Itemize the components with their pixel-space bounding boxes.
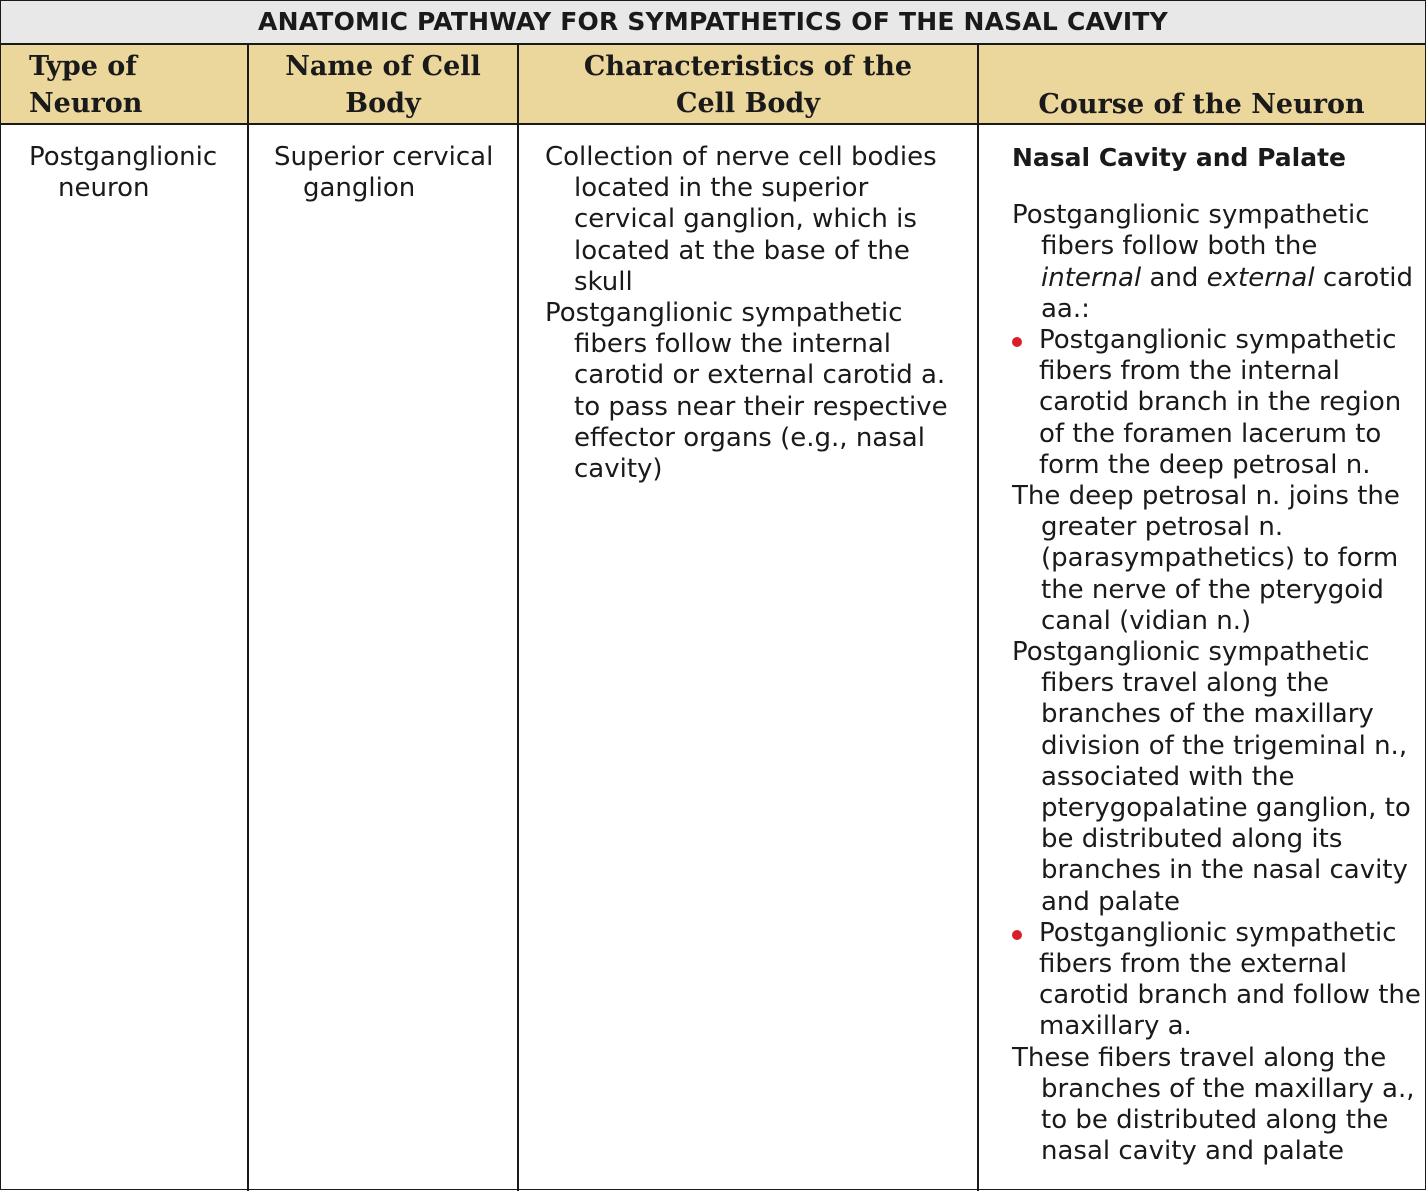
course-paragraph: These fibers travel along the branches of the maxillary a., to be distributed along the nasal cavity and palate [1012,1042,1415,1167]
header-characteristics-line1: Characteristics of the [583,51,913,82]
course-intro [1012,200,1422,325]
header-type-of-neuron-line1: Type of [29,51,137,82]
course-intro-internal: internal [1041,262,1142,293]
course-bullet-text: Postganglionic sympathetic fibers from the internal carotid branch in the region of the foramen lacerum to form the deep petrosal n. [1039,325,1402,480]
header-row [1,45,1425,125]
header-course-of-neuron: Course of the Neuron [1038,89,1365,120]
cell-name-of-cell-body [274,142,509,204]
course-intro-external: external [1206,262,1315,293]
table-title: ANATOMIC PATHWAY FOR SYMPATHETICS OF THE NASAL CAVITY [1,1,1425,45]
course-paragraph: Postganglionic sympathetic fibers travel along the branches of the maxillary division of the trigeminal n., associated with the pterygopalatine ganglion, to be distributed along its branches in the nasal cavity and palate [1012,637,1411,917]
header-characteristics-line2: Cell Body [676,88,820,119]
course-paragraph: The deep petrosal n. joins the greater petrosal n. (parasympathetics) to form the nerve of the pterygoid canal (vidian n.) [1012,481,1400,636]
characteristics-paragraph: Collection of nerve cell bodies located in the superior cervical ganglion, which is located at the base of the skull [545,142,937,297]
bullet-dot-icon [1012,337,1022,347]
course-intro-post: carotid aa.: [1041,262,1414,324]
course-heading: Nasal Cavity and Palate [1012,143,1346,172]
header-type-of-neuron-line2: Neuron [29,88,143,119]
cell-type-of-neuron [29,142,239,204]
header-name-of-cell-body-line1: Name of Cell [285,51,481,82]
header-name-of-cell-body [248,45,518,123]
cell-body-name-text: Superior cervical ganglion [274,142,494,204]
course-intro-mid: and [1141,262,1207,293]
bullet-dot-icon [1012,930,1022,940]
type-of-neuron-text: Postganglionic neuron [29,142,218,204]
course-intro-pre: Postganglionic sympathetic fibers follow both the [1012,200,1370,262]
table-row [1,125,1425,1189]
characteristics-paragraph: Postganglionic sympathetic fibers follow the internal carotid or external carotid a. to pass near their respective effector organs (e.g., nasal cavity) [545,298,948,485]
cell-course-of-neuron [1012,142,1422,1168]
course-bullet-item [1012,918,1422,1043]
header-characteristics [518,45,978,123]
header-type-of-neuron [1,45,248,123]
course-bullet-item [1012,325,1422,481]
cell-characteristics [545,142,970,485]
course-bullet-text: Postganglionic sympathetic fibers from the external carotid branch and follow the maxillary a. [1039,917,1421,1042]
header-name-of-cell-body-line2: Body [345,88,421,119]
